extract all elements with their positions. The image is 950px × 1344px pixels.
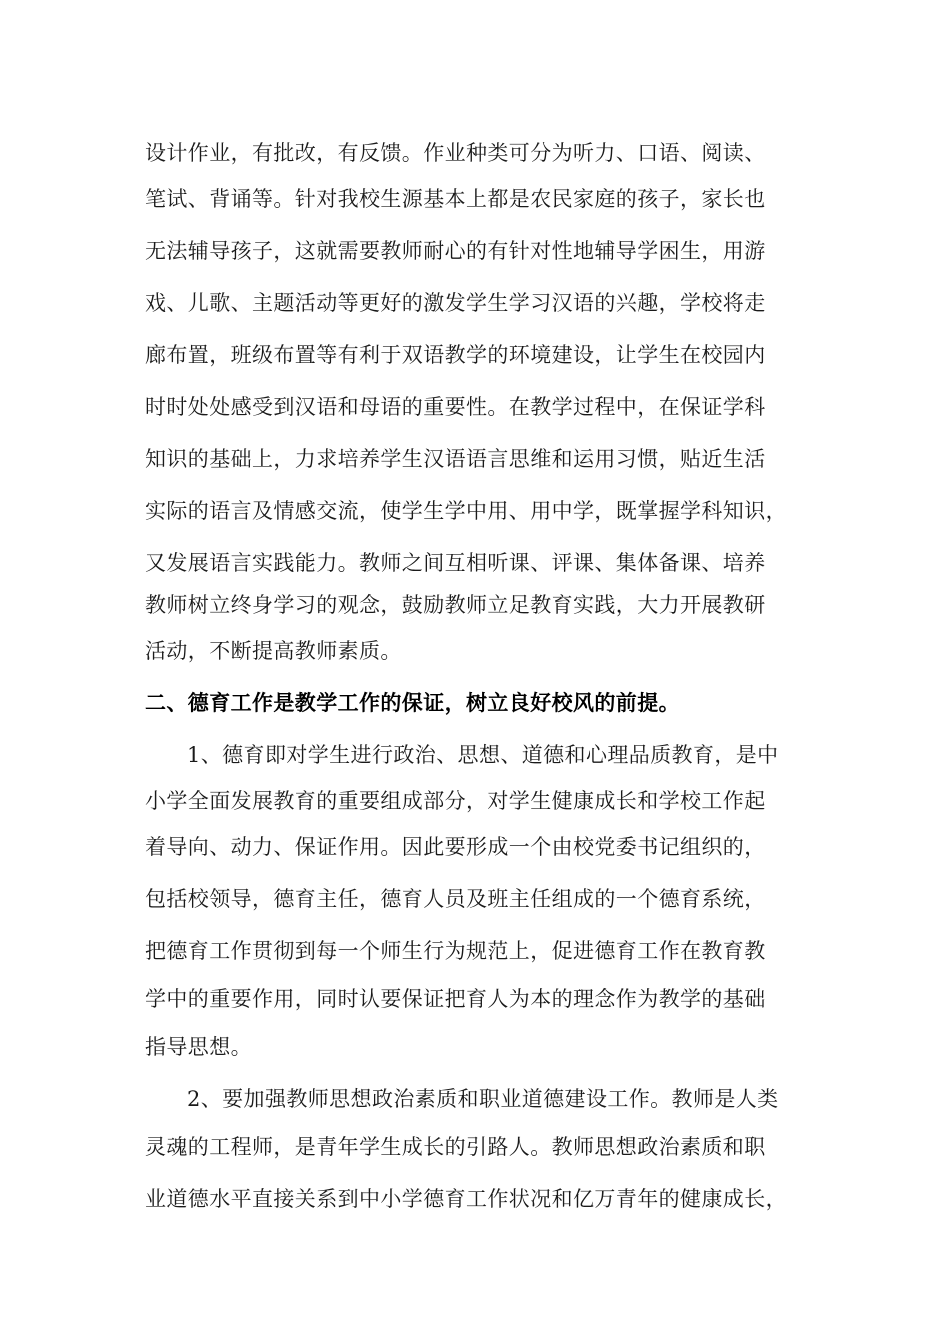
text-line: 灵魂的工程师，是青年学生成长的引路人。教师思想政治素质和职 [145,1135,766,1159]
text-line: 笔试、背诵等。针对我校生源基本上都是农民家庭的孩子，家长也 [145,187,766,211]
text-line: 无法辅导孩子，这就需要教师耐心的有针对性地辅导学困生，用游 [145,239,766,263]
text-line: 小学全面发展教育的重要组成部分，对学生健康成长和学校工作起 [145,789,766,813]
text-line: 时时处处感受到汉语和母语的重要性。在教学过程中，在保证学科 [145,395,766,419]
text-line: 着导向、动力、保证作用。因此要形成一个由校党委书记组织的， [145,835,766,859]
section-heading: 二、德育工作是教学工作的保证，树立良好校风的前提。 [145,690,680,715]
text-line: 1、德育即对学生进行政治、思想、道德和心理品质教育，是中 [187,743,779,767]
text-line: 戏、儿歌、主题活动等更好的激发学生学习汉语的兴趣，学校将走 [145,291,766,315]
text-line: 设计作业，有批改，有反馈。作业种类可分为听力、口语、阅读、 [145,141,766,165]
text-line: 包括校领导，德育主任，德育人员及班主任组成的一个德育系统， [145,887,766,911]
text-line: 活动，不断提高教师素质。 [145,639,402,663]
text-line: 知识的基础上，力求培养学生汉语语言思维和运用习惯，贴近生活 [145,447,766,471]
text-line: 2、要加强教师思想政治素质和职业道德建设工作。教师是人类 [187,1087,779,1111]
text-line: 廊布置，班级布置等有利于双语教学的环境建设，让学生在校园内 [145,343,766,367]
text-line: 业道德水平直接关系到中小学德育工作状况和亿万青年的健康成长， [145,1187,787,1211]
text-line: 学中的重要作用，同时认要保证把育人为本的理念作为教学的基础 [145,987,766,1011]
text-line: 指导思想。 [145,1035,252,1059]
text-line: 教师树立终身学习的观念，鼓励教师立足教育实践，大力开展教研 [145,593,766,617]
text-line: 实际的语言及情感交流，使学生学中用、用中学，既掌握学科知识， [145,499,787,523]
text-line: 又发展语言实践能力。教师之间互相听课、评课、集体备课、培养 [145,551,766,575]
text-line: 把德育工作贯彻到每一个师生行为规范上，促进德育工作在教育教 [145,939,766,963]
